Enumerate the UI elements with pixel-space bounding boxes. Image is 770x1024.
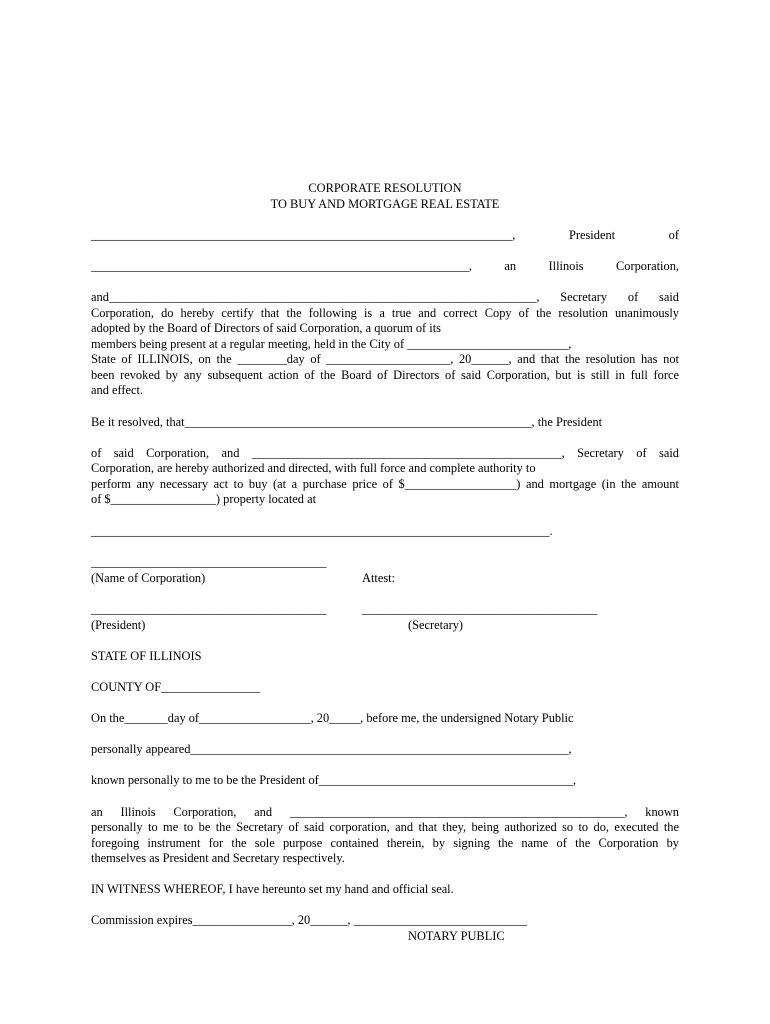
of-said-corporation-line: of said Corporation, and __________________________________________________, Secretary of said xyxy=(91,446,679,460)
illinois-corporation-known-line: an Illinois Corporation, and ______________________________________________________, known xyxy=(91,805,679,819)
property-location-line: __________________________________________________________________________. xyxy=(91,524,553,538)
notary-public-label: NOTARY PUBLIC xyxy=(408,929,505,943)
title-line-1: CORPORATE RESOLUTION xyxy=(308,181,462,195)
respectively-line: themselves as President and Secretary respectively. xyxy=(91,851,345,865)
authorized-line: Corporation, are hereby authorized and directed, with full force and complete authority to xyxy=(91,461,536,475)
known-president-line: known personally to me to be the President of_________________________________________, xyxy=(91,773,576,787)
effect-line: and effect. xyxy=(91,383,144,397)
amount-line: of $_________________) property located at xyxy=(91,492,317,506)
witness-line: IN WITNESS WHEREOF, I have hereunto set my hand and official seal. xyxy=(91,882,454,896)
notary-date-line: On the_______day of__________________, 20_____, before me, the undersigned Notary Public xyxy=(91,711,574,725)
title-line-2: TO BUY AND MORTGAGE REAL ESTATE xyxy=(270,197,500,211)
resolved-line: Be it resolved, that________________________________________________________, the President xyxy=(91,415,603,429)
commission-expires-line: Commission expires________________, 20______, ____________________________ xyxy=(91,913,528,927)
secretary-signature-line: ______________________________________ xyxy=(362,602,598,616)
personally-appeared-line: personally appeared_____________________________________________________________, xyxy=(91,742,572,756)
secretary-signature-label: (Secretary) xyxy=(408,618,464,632)
county-heading: COUNTY OF________________ xyxy=(91,680,261,694)
attest-label: Attest: xyxy=(362,571,396,585)
and-secretary-line: and_____________________________________________________________________, Secretary of said xyxy=(91,290,679,304)
president-signature-label: (President) xyxy=(91,618,146,632)
illinois-corporation-line: _____________________________________________________________, an Illinois Corporation, xyxy=(91,259,679,273)
foregoing-instrument-line: foregoing instrument for the sole purpose contained therein, by signing the name of the Corporation by xyxy=(91,836,679,850)
members-line: members being present at a regular meeting, held in the City of __________________________, xyxy=(91,337,572,351)
revoked-line: been revoked by any subsequent action of the Board of Directors of said Corporation, but is still in full force xyxy=(91,368,679,382)
state-heading: STATE OF ILLINOIS xyxy=(91,649,202,663)
certify-line: Corporation, do hereby certify that the following is a true and correct Copy of the resolution unanimously xyxy=(91,306,679,320)
perform-line: perform any necessary act to buy (at a purchase price of $__________________) and mortgage (in the amount xyxy=(91,477,679,491)
adopted-line: adopted by the Board of Directors of said Corporation, a quorum of its xyxy=(91,321,441,335)
president-signature-line: ______________________________________ xyxy=(91,602,327,616)
corporation-signature-line: ______________________________________ xyxy=(91,555,327,569)
secretary-known-line: personally to me to be the Secretary of said corporation, and that they, being authorized so to do, executed the xyxy=(91,820,679,834)
corporation-signature-label: (Name of Corporation) xyxy=(91,571,206,585)
state-date-line: State of ILLINOIS, on the ________day of ____________________, 20______, and that the resolution has not xyxy=(91,352,679,366)
president-of-line: ____________________________________________________________________, President of xyxy=(91,228,679,242)
